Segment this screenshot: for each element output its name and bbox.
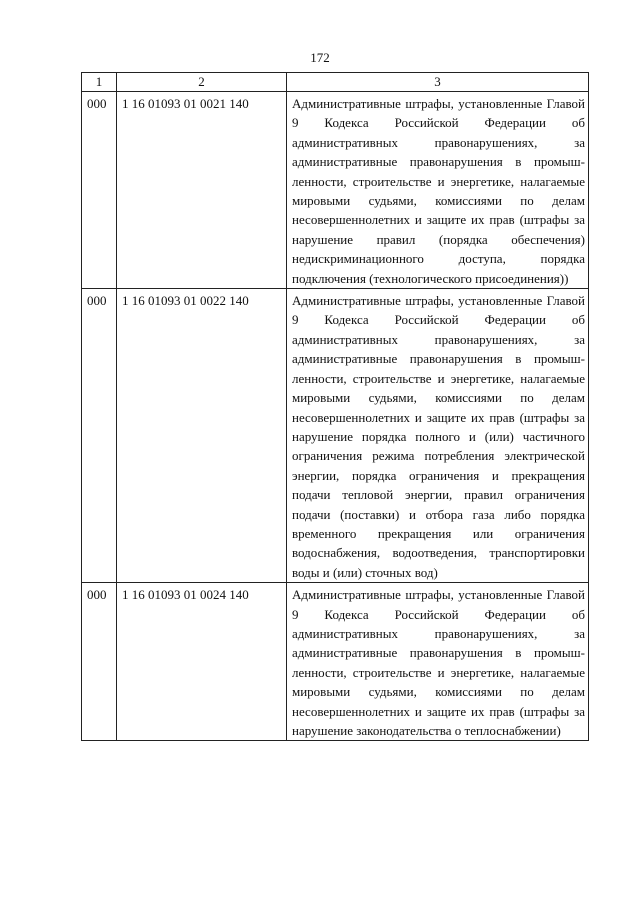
page-number: 172 [310, 50, 330, 65]
column-header-2: 2 [117, 73, 287, 92]
budget-code-cell: 1 16 01093 01 0021 140 [117, 92, 287, 289]
description-cell: Административные штрафы, установленные Главой 9 Кодекса Российской Федерации об административных правонарушениях, за административные правонарушения в промышленности, строительстве и энергетике, налагаемые мировыми судьями, комиссиями по делам несовершеннолетних и защите их прав (штрафы за нарушение порядка полного и (или) частичного ограничения режима потребления электрической энергии, порядка ограничения и прекращения подачи тепловой энергии, правил ограничения подачи (поставки) и отбора газа либо порядка временного прекращения или ограничения водоснабжения, водоотведения, транспортировки воды и (или) сточных вод) [287, 289, 589, 583]
table-row [82, 583, 589, 741]
description-cell: Административные штрафы, установленные Главой 9 Кодекса Российской Федерации об административных правонарушениях, за административные правонарушения в промышленности, строительстве и энергетике, налагаемые мировыми судьями, комиссиями по делам несовершеннолетних и защите их прав (штрафы за нарушение правил (порядка обеспечения) недискриминационного доступа, порядка подключения (технологического присоединения)) [287, 92, 589, 289]
budget-code-cell: 1 16 01093 01 0022 140 [117, 289, 287, 583]
table-row [82, 92, 589, 289]
column-header-3: 3 [287, 73, 589, 92]
admin-code-cell: 000 [82, 92, 117, 289]
admin-code-cell: 000 [82, 583, 117, 741]
description-cell: Административные штрафы, установленные Главой 9 Кодекса Российской Федерации об административных правонарушениях, за административные правонарушения в промышленности, строительстве и энергетике, налагаемые мировыми судьями, комиссиями по делам несовершеннолетних и защите их прав (штрафы за нарушение законодательства о теплоснабжении) [287, 583, 589, 741]
table-header-row [82, 73, 589, 92]
column-header-1: 1 [82, 73, 117, 92]
budget-code-table [81, 72, 589, 741]
table-row [82, 289, 589, 583]
admin-code-cell: 000 [82, 289, 117, 583]
budget-code-cell: 1 16 01093 01 0024 140 [117, 583, 287, 741]
